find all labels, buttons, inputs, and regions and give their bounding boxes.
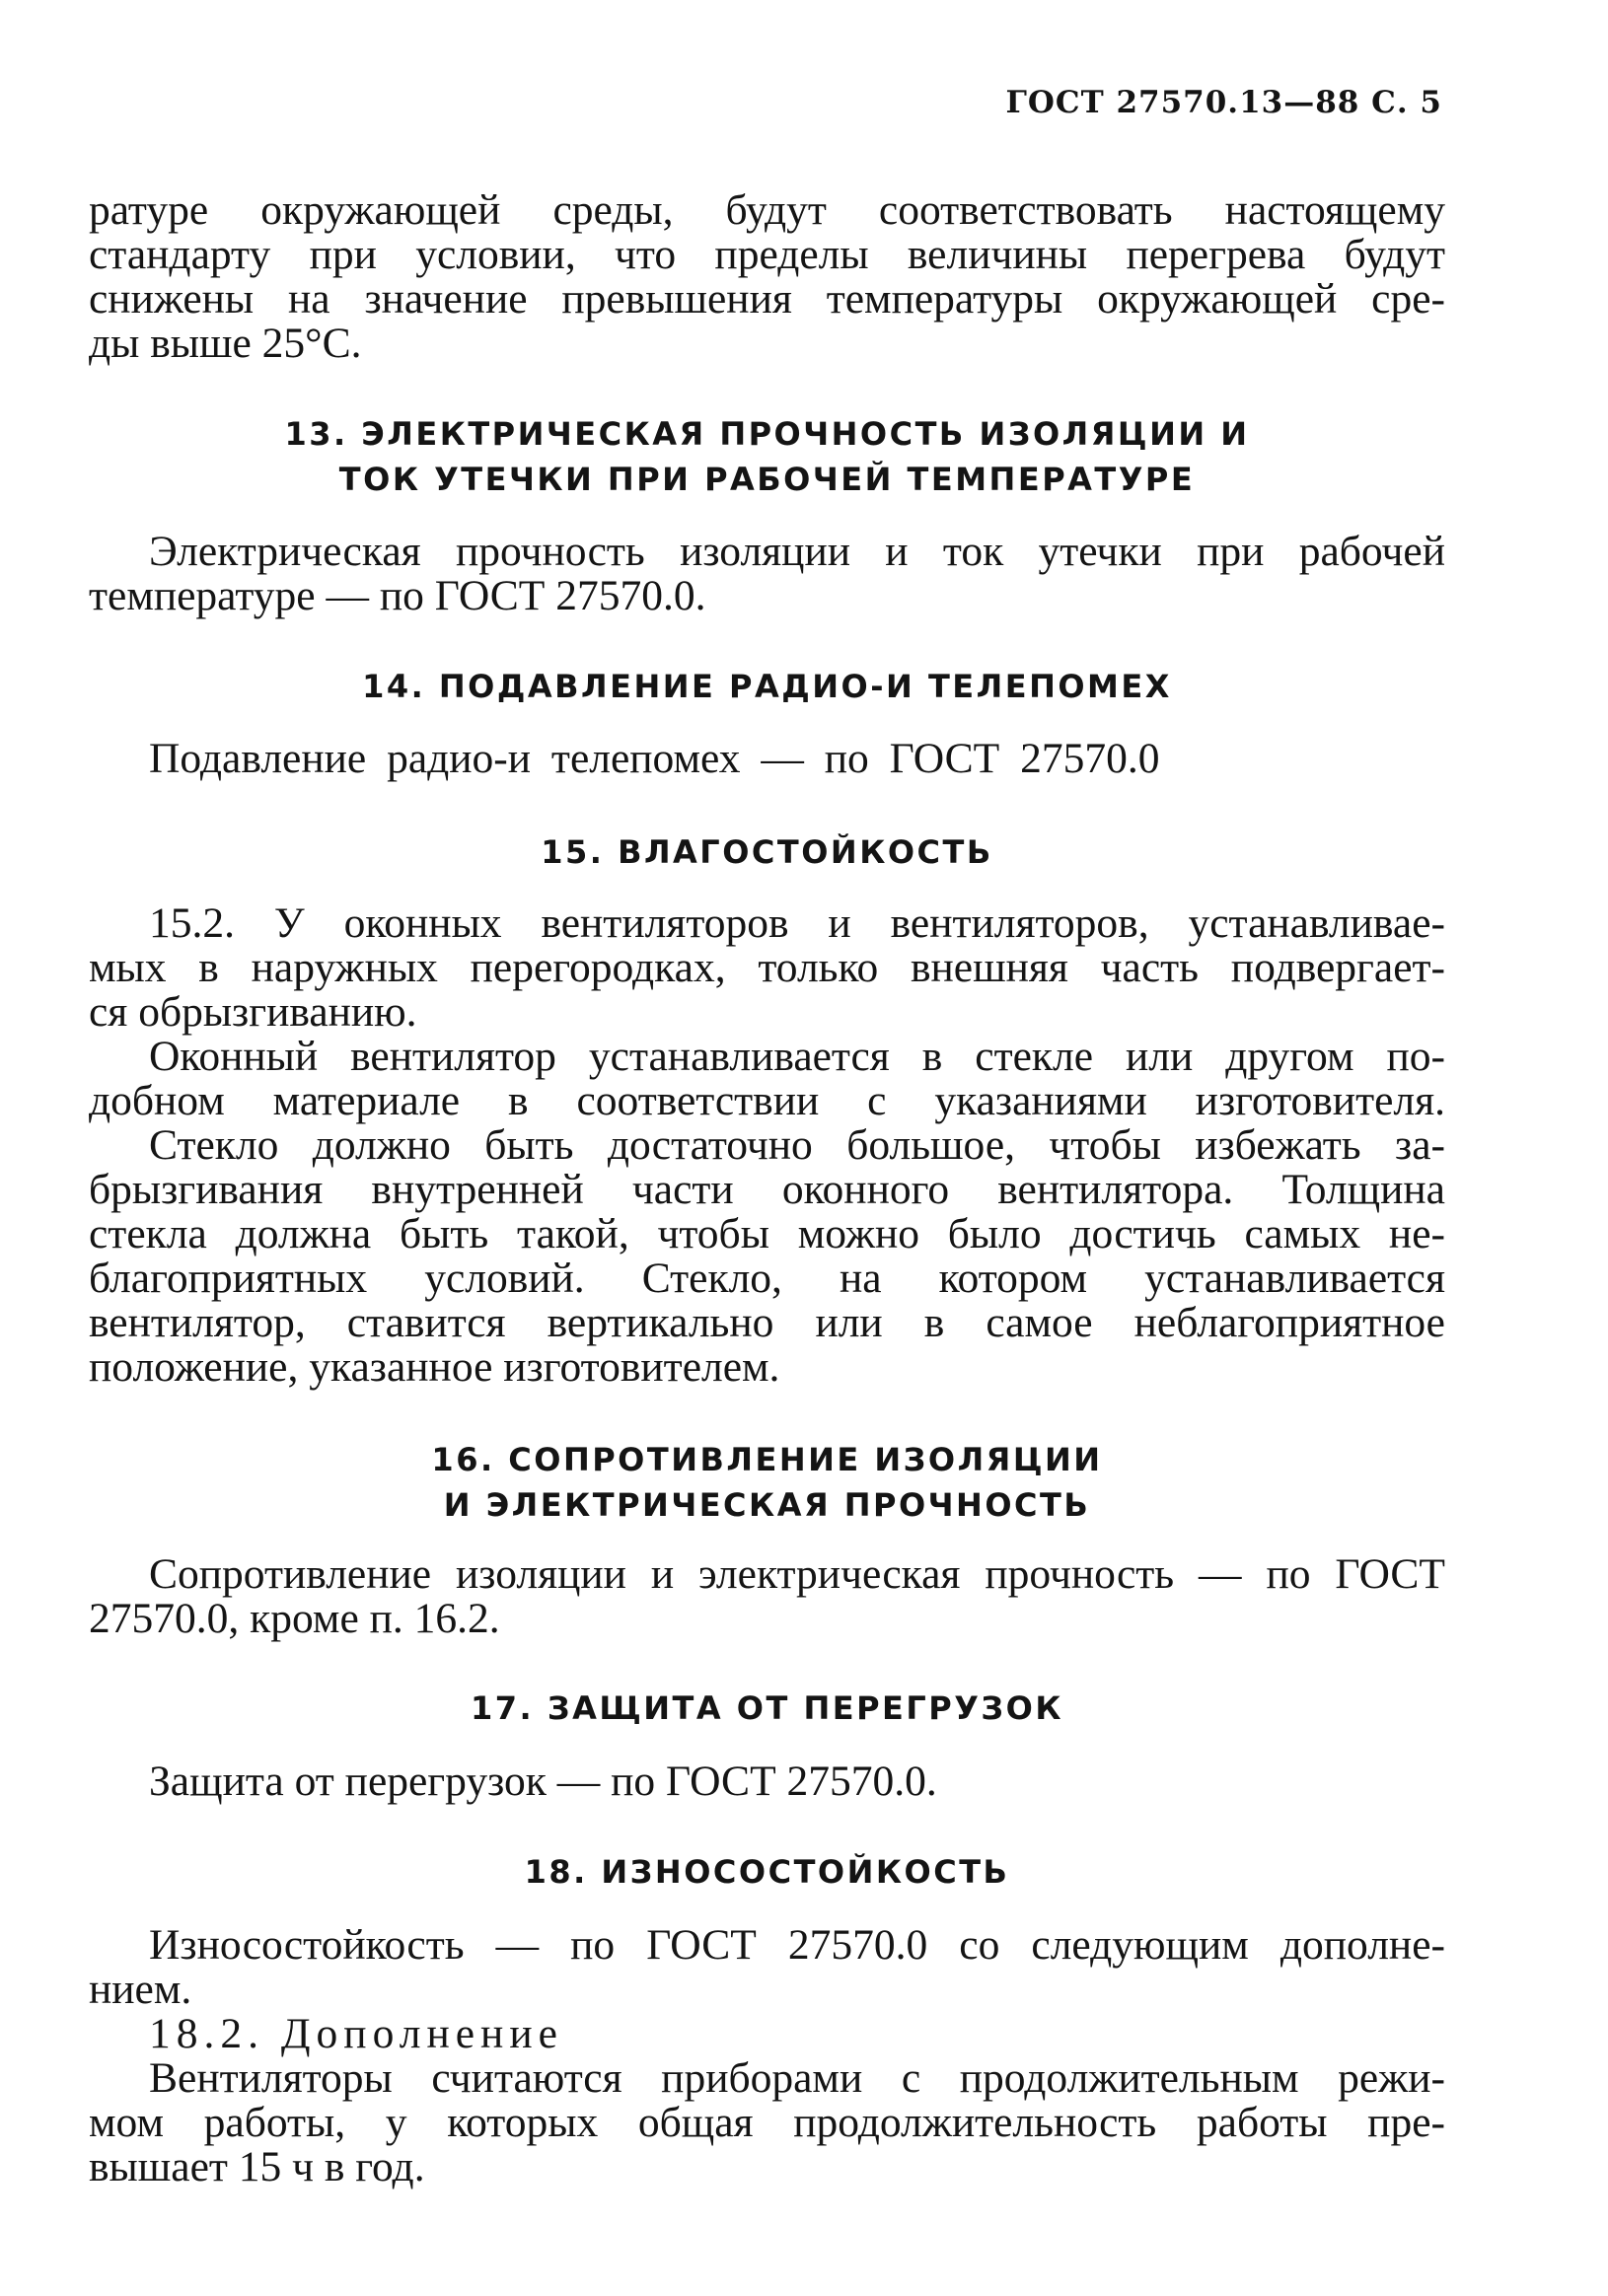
section-18-line-4: Вентиляторы считаются приборами с продолжительным режи- (149, 2054, 1445, 2102)
section-18-subheading: 18.2. Дополнение (149, 2010, 563, 2057)
section-16-heading-line-2: И ЭЛЕКТРИЧЕСКАЯ ПРОЧНОСТЬ (443, 1486, 1091, 1524)
section-18-heading: 18. ИЗНОСОСТОЙКОСТЬ (524, 1853, 1010, 1891)
section-18-line-1: Износостойкость — по ГОСТ 27570.0 со следующим дополне- (149, 1921, 1445, 1969)
section-13-heading-line-2: ТОК УТЕЧКИ ПРИ РАБОЧЕЙ ТЕМПЕРАТУРЕ (338, 461, 1196, 498)
section-15-line-11: положение, указанное изготовителем. (89, 1343, 780, 1391)
section-16-line-2: 27570.0, кроме п. 16.2. (89, 1595, 500, 1642)
page-header: ГОСТ 27570.13—88 С. 5 (1005, 85, 1442, 120)
section-15-line-1: 15.2. У оконных вентиляторов и вентиляторов, устанавливае- (149, 899, 1445, 947)
section-15-line-4: Оконный вентилятор устанавливается в стекле или другом по- (149, 1033, 1445, 1080)
section-15-line-8: стекла должна быть такой, чтобы можно было достичь самых не- (89, 1210, 1445, 1257)
intro-line-1: ратуре окружающей среды, будут соответствовать настоящему (89, 186, 1445, 234)
section-14-heading: 14. ПОДАВЛЕНИЕ РАДИО-И ТЕЛЕПОМЕХ (362, 668, 1172, 705)
section-15-line-6: Стекло должно быть достаточно большое, чтобы избежать за- (149, 1121, 1445, 1169)
section-17-heading: 17. ЗАЩИТА ОТ ПЕРЕГРУЗОК (471, 1689, 1063, 1727)
section-15-line-2: мых в наружных перегородках, только внешняя часть подвергает- (89, 944, 1445, 991)
section-16-line-1: Сопротивление изоляции и электрическая прочность — по ГОСТ (149, 1550, 1445, 1598)
section-16-heading-line-1: 16. СОПРОТИВЛЕНИЕ ИЗОЛЯЦИИ (431, 1441, 1103, 1478)
section-18-line-2: нием. (89, 1966, 192, 2013)
section-15-line-5: добном материале в соответствии с указаниями изготовителя. (89, 1077, 1445, 1124)
section-18-line-6: вышает 15 ч в год. (89, 2143, 425, 2190)
intro-line-4: ды выше 25°С. (89, 320, 362, 367)
section-14-line-1: Подавление радио-и телепомех — по ГОСТ 27570.0 (149, 735, 1160, 782)
intro-line-3: снижены на значение превышения температуры окружающей сре- (89, 275, 1445, 323)
section-15-line-10: вентилятор, ставится вертикально или в самое неблагоприятное (89, 1299, 1445, 1346)
section-15-line-9: благоприятных условий. Стекло, на котором устанавливается (89, 1255, 1445, 1302)
section-13-heading-line-1: 13. ЭЛЕКТРИЧЕСКАЯ ПРОЧНОСТЬ ИЗОЛЯЦИИ И (284, 415, 1250, 453)
section-17-line-1: Защита от перегрузок — по ГОСТ 27570.0. (149, 1758, 937, 1805)
section-13-line-1: Электрическая прочность изоляции и ток утечки при рабочей (149, 528, 1445, 575)
intro-line-2: стандарту при условии, что пределы величины перегрева будут (89, 231, 1445, 278)
section-18-line-5: мом работы, у которых общая продолжительность работы пре- (89, 2099, 1445, 2146)
section-15-heading: 15. ВЛАГОСТОЙКОСТЬ (541, 833, 993, 871)
section-13-line-2: температуре — по ГОСТ 27570.0. (89, 572, 706, 619)
section-15-line-7: брызгивания внутренней части оконного вентилятора. Толщина (89, 1166, 1445, 1213)
section-15-line-3: ся обрызгиванию. (89, 988, 417, 1036)
